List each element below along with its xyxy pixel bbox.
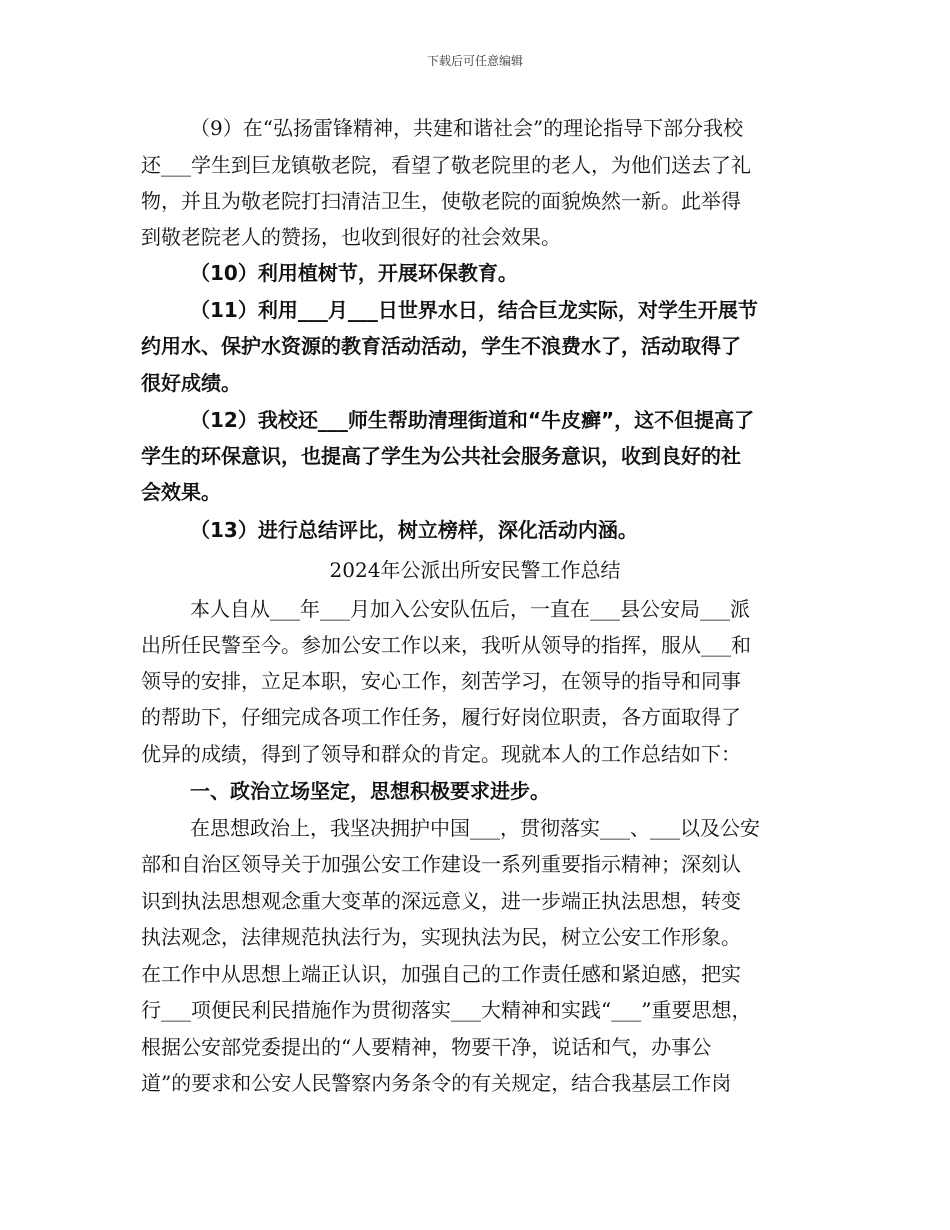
paragraph-line: 根据公安部党委提出的“人要精神，物要干净，说话和气，办事公 bbox=[141, 1035, 712, 1059]
paragraph-line: 会效果。 bbox=[141, 480, 221, 504]
section-heading: 一、政治立场坚定，思想积极要求进步。 bbox=[190, 779, 550, 803]
paragraph-line: 约用水、保护水资源的教育活动活动，学生不浪费水了，活动取得了 bbox=[141, 334, 741, 358]
paragraph-line: 执法观念，法律规范执法行为，实现执法为民，树立公安工作形象。 bbox=[141, 925, 741, 949]
paragraph-line: 本人自从___年___月加入公安队伍后，一直在___县公安局___派 bbox=[190, 597, 750, 621]
paragraph-line: （10）利用植树节，开展环保教育。 bbox=[190, 261, 518, 285]
paragraph-line: 的帮助下，仔细完成各项工作任务，履行好岗位职责，各方面取得了 bbox=[141, 705, 741, 729]
paragraph-line: 行___项便民利民措施作为贯彻落实___大精神和实践“___”重要思想， bbox=[141, 998, 752, 1022]
paragraph-line: 很好成绩。 bbox=[141, 371, 241, 395]
document-title: 2024年公派出所安民警工作总结 bbox=[329, 558, 621, 582]
paragraph-line: 在思想政治上，我坚决拥护中国___，贯彻落实___、___以及公安 bbox=[190, 816, 760, 840]
paragraph-line: 出所任民警至今。参加公安工作以来，我听从领导的指挥，服从___和 bbox=[141, 633, 751, 657]
page-header: 下载后可任意编辑 bbox=[426, 54, 523, 68]
paragraph-line: 物，并且为敬老院打扫清洁卫生，使敬老院的面貌焕然一新。此举得 bbox=[141, 189, 741, 213]
paragraph-line: （11）利用___月___日世界水日，结合巨龙实际，对学生开展节 bbox=[190, 298, 758, 322]
paragraph-line: 道”的要求和公安人民警察内务条令的有关规定，结合我基层工作岗 bbox=[141, 1071, 732, 1095]
paragraph-line: 学生的环保意识，也提高了学生为公共社会服务意识，收到良好的社 bbox=[141, 444, 741, 468]
paragraph-line: 领导的安排，立足本职，安心工作，刻苦学习，在领导的指导和同事 bbox=[141, 669, 741, 693]
paragraph-line: （12）我校还___师生帮助清理街道和“牛皮癣”，这不但提高了 bbox=[190, 408, 755, 432]
paragraph-line: 优异的成绩，得到了领导和群众的肯定。现就本人的工作总结如下： bbox=[141, 742, 741, 766]
paragraph-line: 识到执法思想观念重大变革的深远意义，进一步端正执法思想，转变 bbox=[141, 889, 741, 913]
paragraph-line: 到敬老院老人的赞扬，也收到很好的社会效果。 bbox=[141, 225, 561, 249]
paragraph-line: （13）进行总结评比，树立榜样，深化活动内涵。 bbox=[190, 518, 638, 542]
paragraph-line: （9）在“弘扬雷锋精神，共建和谐社会”的理论指导下部分我校 bbox=[190, 116, 744, 140]
paragraph-line: 还___学生到巨龙镇敬老院，看望了敬老院里的老人，为他们送去了礼 bbox=[141, 153, 751, 177]
paragraph-line: 在工作中从思想上端正认识，加强自己的工作责任感和紧迫感，把实 bbox=[141, 962, 741, 986]
paragraph-line: 部和自治区领导关于加强公安工作建设一系列重要指示精神；深刻认 bbox=[141, 852, 741, 876]
